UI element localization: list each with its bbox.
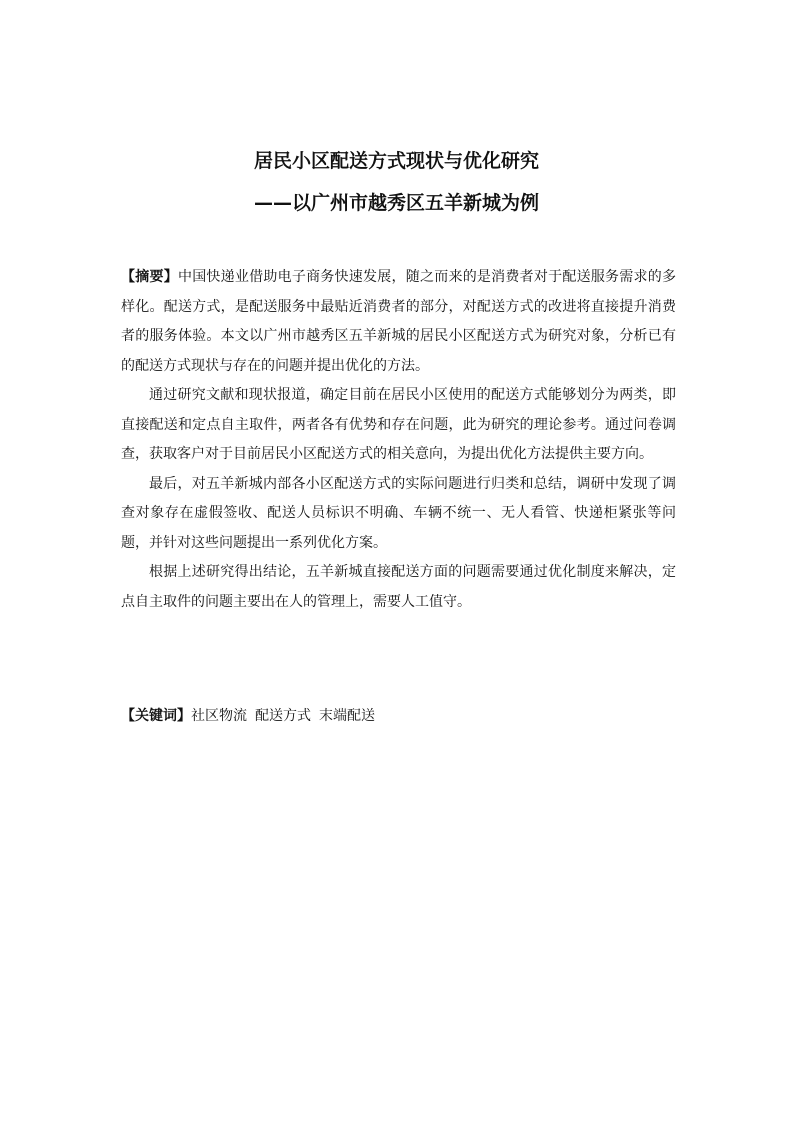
- keyword-item: 配送方式: [255, 708, 311, 724]
- paper-subtitle: ——以广州市越秀区五羊新城为例: [253, 192, 539, 214]
- abstract-paragraph: 最后，对五羊新城内部各小区配送方式的实际问题进行归类和总结，调研中发现了调查对象存在虚假签收、配送人员标识不明确、车辆不统一、无人看管、快递柜紧张等问题，并针对这些问题提出一系列优化方案。: [121, 475, 676, 551]
- abstract-intro-paragraph: [121, 263, 676, 381]
- keywords-label: 【关键词】: [121, 708, 191, 724]
- abstract-label: 【摘要】: [121, 269, 178, 285]
- abstract-intro-text: 中国快递业借助电子商务快速发展，随之而来的是消费者对于配送服务需求的多样化。配送方式，是配送服务中最贴近消费者的部分，对配送方式的改进将直接提升消费者的服务体验。本文以广州市越秀区五羊新城的居民小区配送方式为研究对象，分析已有的配送方式现状与存在的问题并提出优化的方法。: [121, 269, 677, 374]
- abstract-section: [121, 263, 676, 617]
- keyword-item: 末端配送: [319, 708, 375, 724]
- abstract-paragraph: 根据上述研究得出结论，五羊新城直接配送方面的问题需要通过优化制度来解决，定点自主取件的问题主要出在人的管理上，需要人工值守。: [121, 564, 676, 610]
- title-block: [0, 140, 793, 224]
- abstract-paragraph: 通过研究文献和现状报道，确定目前在居民小区使用的配送方式能够划分为两类，即直接配送和定点自主取件，两者各有优势和存在问题，此为研究的理论参考。通过问卷调查，获取客户对于目前居民小区配送方式的相关意向，为提出优化方法提供主要方向。: [121, 387, 676, 462]
- paper-title: 居民小区配送方式现状与优化研究: [253, 150, 539, 172]
- keyword-item: 社区物流: [191, 708, 247, 724]
- keywords-section: [121, 702, 676, 732]
